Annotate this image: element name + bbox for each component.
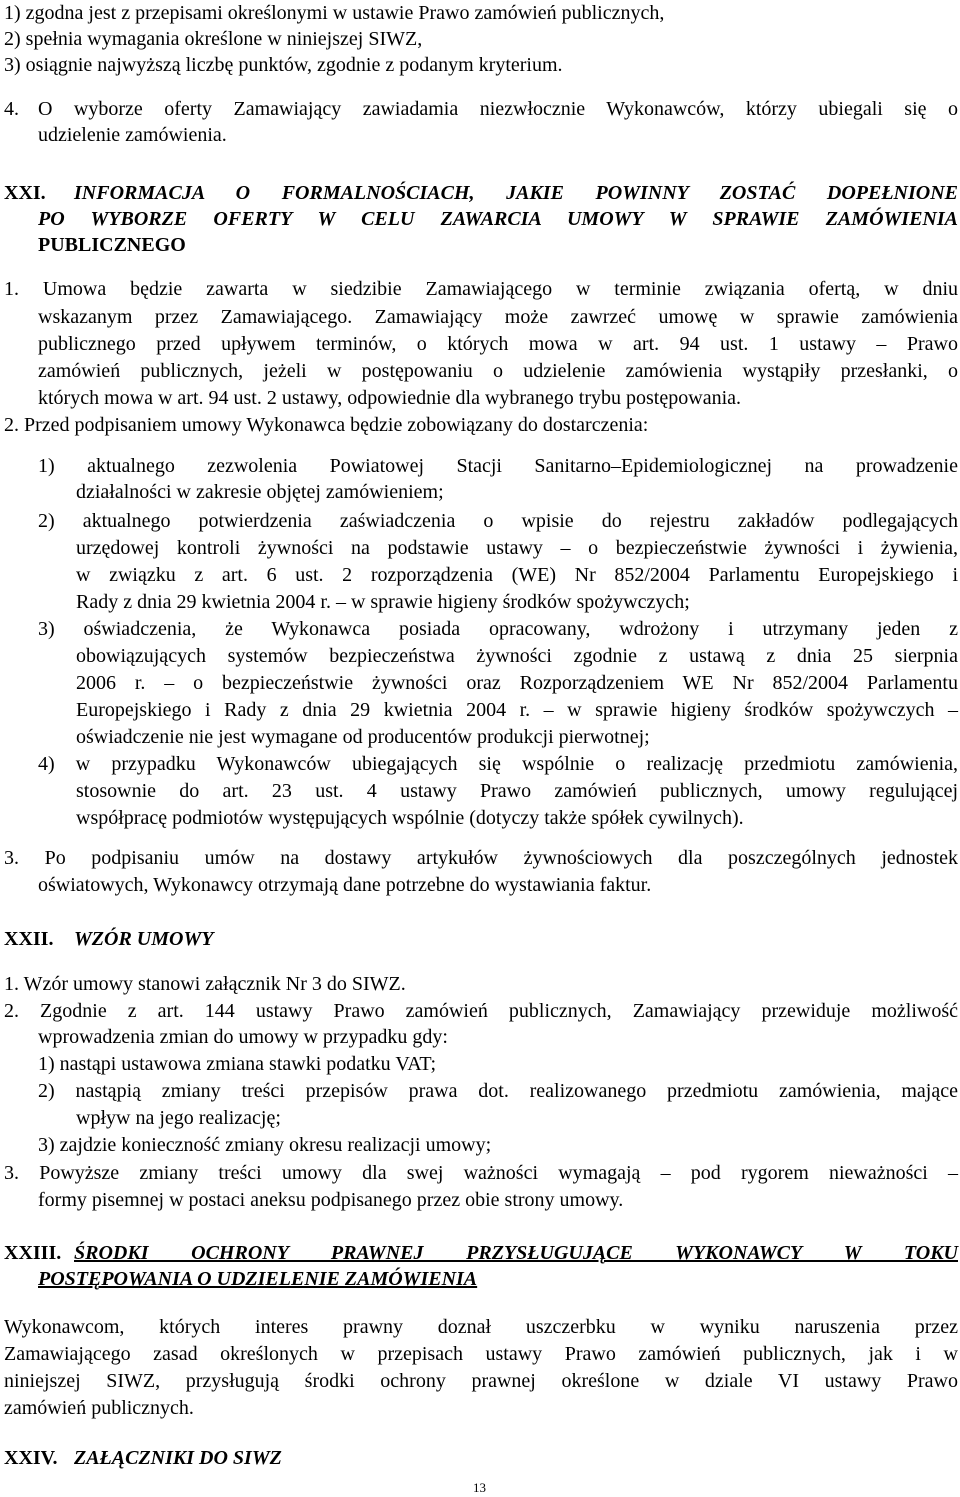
s22-line3: wprowadzenia zmian do umowy w przypadku gdy: (38, 1026, 448, 1048)
s21-p3-line2: oświatowych, Wykonawcy otrzymają dane potrzebne do wystawiania faktur. (38, 874, 652, 896)
page-number: 13 (473, 1480, 486, 1495)
s23-body-line2: Zamawiającego zasad określonych w przepisach ustawy Prawo zamówień publicznych, jak i w (4, 1343, 958, 1365)
s22-line9: formy pisemnej w postaci aneksu podpisanego przez obie strony umowy. (38, 1189, 624, 1211)
section-23-heading-line1: ŚRODKI OCHRONY PRAWNEJ PRZYSŁUGUJĄCE WYKONAWCY W TOKU (74, 1242, 958, 1264)
s23-body-line3: niniejszej SIWZ, przysługują środki ochrony prawnej określone w dziale VI ustawy Prawo (4, 1370, 958, 1392)
s21-p3-line1: 3. Po podpisaniu umów na dostawy artykułów żywnościowych dla poszczególnych jednostek (4, 847, 958, 869)
s22-line1: 1. Wzór umowy stanowi załącznik Nr 3 do SIWZ. (4, 973, 406, 995)
s21-item3-line4: Europejskiego i Rady z dnia 29 kwietnia 2004 r. – w sprawie higieny środków spożywczych – (76, 699, 958, 721)
s22-line5: 2) nastąpią zmiany treści przepisów prawa dot. realizowanego przedmiotu zamówienia, mające (38, 1080, 958, 1102)
s21-item2-line2: urzędowej kontroli żywności na podstawie ustawy – o bezpieczeństwie żywności i żywienia, (76, 537, 958, 559)
s21-item1-line1: 1) aktualnego zezwolenia Powiatowej Stacji Sanitarno–Epidemiologicznej na prowadzenie (38, 455, 958, 477)
s22-line2: 2. Zgodnie z art. 144 ustawy Prawo zamówień publicznych, Zamawiający przewiduje możliwość (4, 1000, 958, 1022)
s21-item2-line3: w związku z art. 6 ust. 2 rozporządzenia (WE) Nr 852/2004 Parlamentu Europejskiego i (76, 564, 958, 586)
intro-p4-line2: udzielenie zamówienia. (38, 124, 227, 146)
intro-p4-line1: O wyborze oferty Zamawiający zawiadamia niezwłocznie Wykonawców, którzy ubiegali się o (38, 98, 958, 120)
s21-item4-line1: 4) w przypadku Wykonawców ubiegających się wspólnie o realizację przedmiotu zamówienia, (38, 753, 958, 775)
s21-item1-line2: działalności w zakresie objętej zamówieniem; (76, 481, 444, 503)
section-24-number: XXIV. (4, 1447, 58, 1469)
s21-item2-line1: 2) aktualnego potwierdzenia zaświadczenia o wpisie do rejestru zakładów podlegających (38, 510, 958, 532)
intro-item-1: 1) zgodna jest z przepisami określonymi w ustawie Prawo zamówień publicznych, (4, 2, 665, 24)
s23-body-line4: zamówień publicznych. (4, 1397, 194, 1419)
intro-item-2: 2) spełnia wymagania określone w niniejszej SIWZ, (4, 28, 423, 50)
s21-p1-line5: których mowa w art. 94 ust. 2 ustawy, odpowiednie dla wybranego trybu postępowania. (38, 387, 741, 409)
section-22-number: XXII. (4, 928, 54, 950)
s21-item3-line5: oświadczenie nie jest wymagane od producentów produkcji pierwotnej; (76, 726, 650, 748)
s21-p1-line2: wskazanym przez Zamawiającego. Zamawiający może zawrzeć umowę w sprawie zamówienia (38, 306, 958, 328)
s21-item3-line2: obowiązujących systemów bezpieczeństwa żywności zgodnie z ustawą z dnia 25 sierpnia (76, 645, 958, 667)
section-23-heading-line2: POSTĘPOWANIA O UDZIELENIE ZAMÓWIENIA (38, 1268, 478, 1290)
s21-item2-line4: Rady z dnia 29 kwietnia 2004 r. – w sprawie higieny środków spożywczych; (76, 591, 690, 613)
section-23-number: XXIII. (4, 1242, 62, 1264)
intro-item-3: 3) osiągnie najwyższą liczbę punktów, zgodnie z podanym kryterium. (4, 54, 563, 76)
section-24-title: ZAŁĄCZNIKI DO SIWZ (74, 1447, 282, 1469)
s22-line6: wpływ na jego realizację; (76, 1107, 281, 1129)
s22-line8: 3. Powyższe zmiany treści umowy dla swej ważności wymagają – pod rygorem nieważności – (4, 1162, 958, 1184)
intro-p4-number: 4. (4, 98, 19, 120)
section-21-heading-line2: PO WYBORZE OFERTY W CELU ZAWARCIA UMOWY W SPRAWIE ZAMÓWIENIA (38, 208, 958, 230)
s23-body-line1: Wykonawcom, których interes prawny doznał uszczerbku w wyniku naruszenia przez (4, 1316, 958, 1338)
section-21-number: XXI. (4, 182, 46, 204)
section-21-heading-line3: PUBLICZNEGO (38, 234, 186, 256)
s21-p1-line1: 1. Umowa będzie zawarta w siedzibie Zamawiającego w terminie związania ofertą, w dniu (4, 278, 958, 300)
section-22-title: WZÓR UMOWY (74, 928, 214, 950)
s22-line4: 1) nastąpi ustawowa zmiana stawki podatku VAT; (38, 1053, 437, 1075)
s21-p1-line4: zamówień publicznych, jeżeli w postępowaniu o udzielenie zamówienia wystąpiły przesłanki, o (38, 360, 958, 382)
s21-p1-line3: publicznego przed upływem terminów, o których mowa w art. 94 ust. 1 ustawy – Prawo (38, 333, 958, 355)
section-21-heading-line1: INFORMACJA O FORMALNOŚCIACH, JAKIE POWINNY ZOSTAĆ DOPEŁNIONE (74, 182, 958, 204)
s21-item3-line3: 2006 r. – o bezpieczeństwie żywności oraz Rozporządzeniem WE Nr 852/2004 Parlamentu (76, 672, 958, 694)
s21-item4-line3: współpracę podmiotów występujących wspólnie (dotyczy także spółek cywilnych). (76, 807, 744, 829)
s21-p2: 2. Przed podpisaniem umowy Wykonawca będzie zobowiązany do dostarczenia: (4, 414, 649, 436)
s21-item4-line2: stosownie do art. 23 ust. 4 ustawy Prawo zamówień publicznych, umowy regulującej (76, 780, 958, 802)
s22-line7: 3) zajdzie konieczność zmiany okresu realizacji umowy; (38, 1134, 492, 1156)
s21-item3-line1: 3) oświadczenia, że Wykonawca posiada opracowany, wdrożony i utrzymany jeden z (38, 618, 958, 640)
